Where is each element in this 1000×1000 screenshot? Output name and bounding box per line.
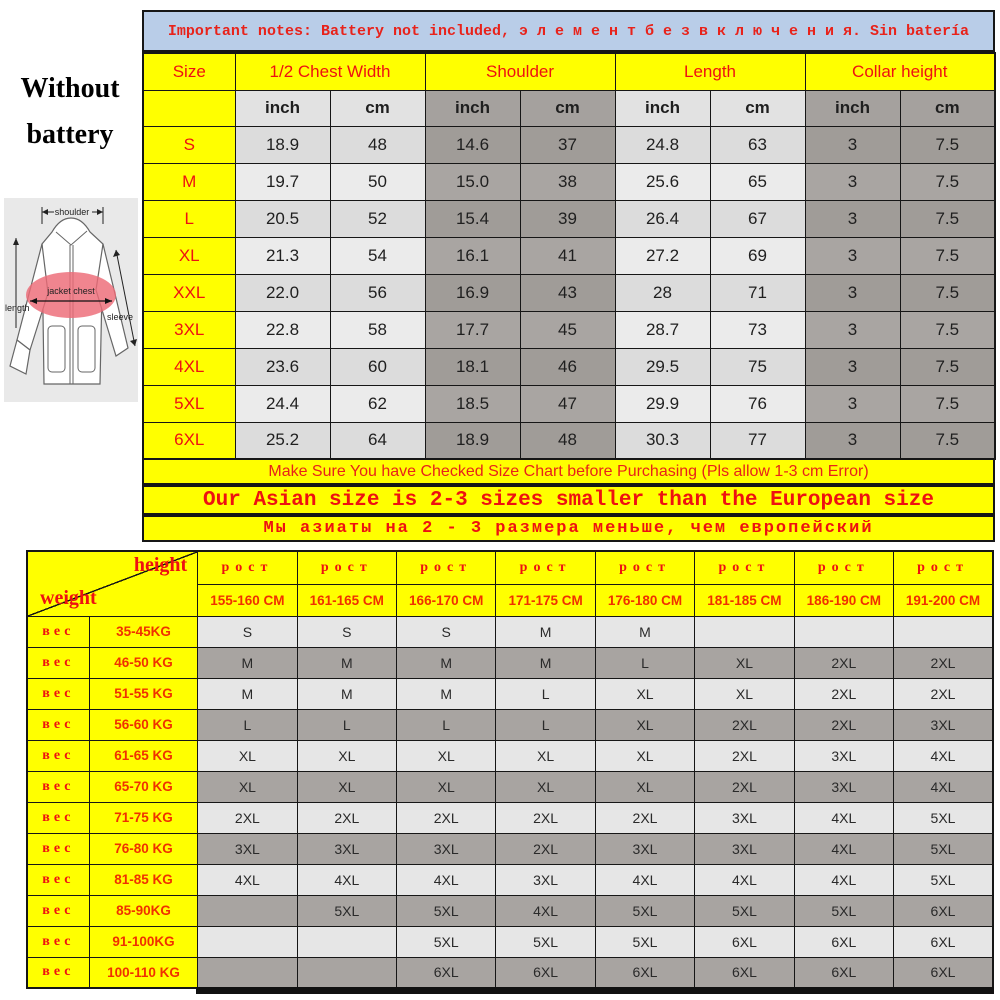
height-range: 155-160 CM bbox=[198, 584, 297, 616]
recommended-size-cell: 4XL bbox=[595, 864, 694, 895]
recommended-size-cell: 2XL bbox=[397, 802, 496, 833]
size-measurement-cell: 26.4 bbox=[615, 200, 710, 237]
size-measurement-cell: 50 bbox=[330, 163, 425, 200]
weight-range-label: 65-70 KG bbox=[89, 771, 197, 802]
recommended-size-cell bbox=[695, 616, 794, 647]
rost-header: рост bbox=[695, 551, 794, 584]
recommended-size-cell: 4XL bbox=[297, 864, 396, 895]
size-measurement-cell: 38 bbox=[520, 163, 615, 200]
recommended-size-cell: 2XL bbox=[695, 709, 794, 740]
size-measurement-cell: 76 bbox=[710, 385, 805, 422]
size-measurement-cell: 22.8 bbox=[235, 311, 330, 348]
size-subheader-blank bbox=[143, 90, 235, 126]
recommended-size-cell: L bbox=[595, 647, 694, 678]
size-measurement-cell: 27.2 bbox=[615, 237, 710, 274]
recommended-size-cell: 6XL bbox=[894, 895, 993, 926]
size-measurement-cell: 19.7 bbox=[235, 163, 330, 200]
size-measurement-cell: 16.9 bbox=[425, 274, 520, 311]
recommended-size-cell: 5XL bbox=[297, 895, 396, 926]
size-measurement-cell: 7.5 bbox=[900, 163, 995, 200]
note-check-size-chart: Make Sure You have Checked Size Chart before Purchasing (Pls allow 1-3 cm Error) bbox=[142, 458, 995, 485]
without-battery-label bbox=[0, 66, 140, 158]
recommended-size-cell bbox=[198, 926, 297, 957]
fit-table-row bbox=[27, 833, 993, 864]
recommended-size-cell: 4XL bbox=[794, 833, 893, 864]
recommended-size-cell: 3XL bbox=[198, 833, 297, 864]
height-weight-fit-table bbox=[26, 550, 994, 989]
size-row-label: S bbox=[143, 126, 235, 163]
rost-header: рост bbox=[198, 551, 297, 584]
size-measurement-cell: 22.0 bbox=[235, 274, 330, 311]
jacket-measurement-diagram bbox=[4, 198, 138, 402]
weight-range-label: 61-65 KG bbox=[89, 740, 197, 771]
recommended-size-cell: XL bbox=[595, 740, 694, 771]
rost-header: рост bbox=[496, 551, 595, 584]
size-measurement-cell: 58 bbox=[330, 311, 425, 348]
weight-range-label: 76-80 KG bbox=[89, 833, 197, 864]
col-header-shoulder: Shoulder bbox=[425, 53, 615, 90]
weight-range-label: 46-50 KG bbox=[89, 647, 197, 678]
size-measurement-cell: 20.5 bbox=[235, 200, 330, 237]
size-measurement-cell: 7.5 bbox=[900, 422, 995, 459]
fit-table-row bbox=[27, 895, 993, 926]
recommended-size-cell bbox=[198, 957, 297, 988]
col-header-chest: 1/2 Chest Width bbox=[235, 53, 425, 90]
size-measurement-cell: 54 bbox=[330, 237, 425, 274]
size-measurements-table bbox=[142, 52, 996, 460]
recommended-size-cell: 2XL bbox=[794, 647, 893, 678]
jacket-chest-label: jacket chest bbox=[47, 286, 95, 296]
unit-inch: inch bbox=[615, 90, 710, 126]
col-header-length: Length bbox=[615, 53, 805, 90]
fit-table-row bbox=[27, 864, 993, 895]
size-measurement-cell: 18.9 bbox=[235, 126, 330, 163]
recommended-size-cell: 3XL bbox=[695, 833, 794, 864]
height-axis-label: height bbox=[133, 554, 188, 576]
recommended-size-cell: XL bbox=[595, 709, 694, 740]
recommended-size-cell: 6XL bbox=[595, 957, 694, 988]
size-measurement-cell: 46 bbox=[520, 348, 615, 385]
size-row-label: 5XL bbox=[143, 385, 235, 422]
recommended-size-cell: M bbox=[397, 678, 496, 709]
recommended-size-cell: M bbox=[496, 647, 595, 678]
size-measurement-cell: 63 bbox=[710, 126, 805, 163]
recommended-size-cell: L bbox=[496, 678, 595, 709]
size-measurement-cell: 7.5 bbox=[900, 311, 995, 348]
ves-row-label: вес bbox=[27, 709, 89, 740]
sleeve-label: sleeve bbox=[107, 312, 134, 322]
size-table-row bbox=[143, 163, 995, 200]
table-bottom-border-bar bbox=[196, 987, 994, 994]
size-measurement-cell: 7.5 bbox=[900, 200, 995, 237]
fit-table-row bbox=[27, 926, 993, 957]
recommended-size-cell: 5XL bbox=[894, 802, 993, 833]
recommended-size-cell: 2XL bbox=[496, 802, 595, 833]
recommended-size-cell: L bbox=[297, 709, 396, 740]
recommended-size-cell: 4XL bbox=[496, 895, 595, 926]
recommended-size-cell: XL bbox=[198, 771, 297, 802]
recommended-size-cell: 5XL bbox=[595, 926, 694, 957]
size-measurement-cell: 73 bbox=[710, 311, 805, 348]
recommended-size-cell: XL bbox=[496, 771, 595, 802]
recommended-size-cell: 6XL bbox=[695, 926, 794, 957]
recommended-size-cell: 2XL bbox=[595, 802, 694, 833]
weight-range-label: 35-45KG bbox=[89, 616, 197, 647]
height-range: 191-200 CM bbox=[894, 584, 993, 616]
size-measurement-cell: 3 bbox=[805, 311, 900, 348]
recommended-size-cell: 2XL bbox=[794, 709, 893, 740]
fit-table-row bbox=[27, 709, 993, 740]
recommended-size-cell: XL bbox=[397, 740, 496, 771]
size-measurement-cell: 48 bbox=[330, 126, 425, 163]
rost-header: рост bbox=[297, 551, 396, 584]
ves-row-label: вес bbox=[27, 771, 89, 802]
size-row-label: 6XL bbox=[143, 422, 235, 459]
recommended-size-cell: 5XL bbox=[695, 895, 794, 926]
recommended-size-cell bbox=[894, 616, 993, 647]
recommended-size-cell: XL bbox=[198, 740, 297, 771]
size-measurement-cell: 3 bbox=[805, 126, 900, 163]
size-measurement-cell: 14.6 bbox=[425, 126, 520, 163]
weight-range-label: 85-90KG bbox=[89, 895, 197, 926]
recommended-size-cell: 5XL bbox=[397, 895, 496, 926]
height-range: 161-165 CM bbox=[297, 584, 396, 616]
rost-header: рост bbox=[397, 551, 496, 584]
size-measurement-cell: 29.9 bbox=[615, 385, 710, 422]
size-row-label: L bbox=[143, 200, 235, 237]
recommended-size-cell: 6XL bbox=[695, 957, 794, 988]
size-measurement-cell: 52 bbox=[330, 200, 425, 237]
size-measurement-cell: 45 bbox=[520, 311, 615, 348]
recommended-size-cell: S bbox=[297, 616, 396, 647]
fit-table-row bbox=[27, 802, 993, 833]
fit-table-row bbox=[27, 616, 993, 647]
height-weight-corner-cell bbox=[27, 551, 198, 616]
size-measurement-cell: 17.7 bbox=[425, 311, 520, 348]
recommended-size-cell: M bbox=[198, 647, 297, 678]
height-range: 181-185 CM bbox=[695, 584, 794, 616]
ves-row-label: вес bbox=[27, 957, 89, 988]
recommended-size-cell: 4XL bbox=[794, 802, 893, 833]
size-measurement-cell: 71 bbox=[710, 274, 805, 311]
recommended-size-cell: 5XL bbox=[496, 926, 595, 957]
size-measurement-cell: 67 bbox=[710, 200, 805, 237]
col-header-collar: Collar height bbox=[805, 53, 995, 90]
fit-table-row bbox=[27, 771, 993, 802]
recommended-size-cell: 2XL bbox=[496, 833, 595, 864]
recommended-size-cell: 4XL bbox=[397, 864, 496, 895]
recommended-size-cell: 4XL bbox=[894, 740, 993, 771]
ves-row-label: вес bbox=[27, 864, 89, 895]
size-measurement-cell: 7.5 bbox=[900, 348, 995, 385]
fit-table-row bbox=[27, 678, 993, 709]
weight-range-label: 51-55 KG bbox=[89, 678, 197, 709]
size-measurement-cell: 28.7 bbox=[615, 311, 710, 348]
height-range: 171-175 CM bbox=[496, 584, 595, 616]
recommended-size-cell: XL bbox=[595, 678, 694, 709]
recommended-size-cell: S bbox=[397, 616, 496, 647]
size-measurement-cell: 16.1 bbox=[425, 237, 520, 274]
size-measurement-cell: 64 bbox=[330, 422, 425, 459]
size-table-row bbox=[143, 348, 995, 385]
fit-table-row bbox=[27, 740, 993, 771]
note-asian-size-ru: Мы азиаты на 2 - 3 размера меньше, чем европейский bbox=[142, 515, 995, 542]
weight-range-label: 91-100KG bbox=[89, 926, 197, 957]
weight-range-label: 71-75 KG bbox=[89, 802, 197, 833]
unit-cm: cm bbox=[710, 90, 805, 126]
size-row-label: XL bbox=[143, 237, 235, 274]
size-measurement-cell: 21.3 bbox=[235, 237, 330, 274]
note-asian-size-en: Our Asian size is 2-3 sizes smaller than the European size bbox=[142, 485, 995, 515]
size-table-row bbox=[143, 385, 995, 422]
size-measurement-cell: 23.6 bbox=[235, 348, 330, 385]
recommended-size-cell: 2XL bbox=[894, 647, 993, 678]
size-measurement-cell: 69 bbox=[710, 237, 805, 274]
size-measurement-cell: 47 bbox=[520, 385, 615, 422]
recommended-size-cell: 3XL bbox=[297, 833, 396, 864]
unit-cm: cm bbox=[520, 90, 615, 126]
size-measurement-cell: 3 bbox=[805, 163, 900, 200]
ves-row-label: вес bbox=[27, 895, 89, 926]
size-measurement-cell: 7.5 bbox=[900, 274, 995, 311]
unit-inch: inch bbox=[805, 90, 900, 126]
size-table-row bbox=[143, 274, 995, 311]
size-measurement-cell: 18.1 bbox=[425, 348, 520, 385]
recommended-size-cell: 3XL bbox=[496, 864, 595, 895]
recommended-size-cell: 2XL bbox=[198, 802, 297, 833]
size-measurement-cell: 41 bbox=[520, 237, 615, 274]
recommended-size-cell: XL bbox=[397, 771, 496, 802]
recommended-size-cell: 3XL bbox=[695, 802, 794, 833]
size-measurement-cell: 18.5 bbox=[425, 385, 520, 422]
size-row-label: XXL bbox=[143, 274, 235, 311]
size-measurement-cell: 62 bbox=[330, 385, 425, 422]
size-measurement-cell: 48 bbox=[520, 422, 615, 459]
recommended-size-cell: XL bbox=[297, 740, 396, 771]
recommended-size-cell: 6XL bbox=[894, 926, 993, 957]
size-measurement-cell: 75 bbox=[710, 348, 805, 385]
length-label: length bbox=[5, 303, 30, 313]
size-table-row bbox=[143, 311, 995, 348]
recommended-size-cell: 5XL bbox=[894, 864, 993, 895]
recommended-size-cell: L bbox=[198, 709, 297, 740]
recommended-size-cell: 6XL bbox=[894, 957, 993, 988]
recommended-size-cell: 4XL bbox=[695, 864, 794, 895]
recommended-size-cell: XL bbox=[695, 647, 794, 678]
rost-header: рост bbox=[794, 551, 893, 584]
size-measurement-cell: 3 bbox=[805, 348, 900, 385]
recommended-size-cell: XL bbox=[297, 771, 396, 802]
unit-inch: inch bbox=[235, 90, 330, 126]
ves-row-label: вес bbox=[27, 802, 89, 833]
rost-header: рост bbox=[894, 551, 993, 584]
recommended-size-cell: 6XL bbox=[397, 957, 496, 988]
fit-table-row bbox=[27, 647, 993, 678]
size-measurement-cell: 3 bbox=[805, 200, 900, 237]
ves-row-label: вес bbox=[27, 740, 89, 771]
recommended-size-cell bbox=[297, 957, 396, 988]
recommended-size-cell: 6XL bbox=[794, 957, 893, 988]
size-row-label: M bbox=[143, 163, 235, 200]
size-measurement-cell: 30.3 bbox=[615, 422, 710, 459]
size-measurement-cell: 43 bbox=[520, 274, 615, 311]
recommended-size-cell: 6XL bbox=[496, 957, 595, 988]
size-measurement-cell: 29.5 bbox=[615, 348, 710, 385]
unit-cm: cm bbox=[900, 90, 995, 126]
size-measurement-cell: 3 bbox=[805, 422, 900, 459]
size-measurement-cell: 77 bbox=[710, 422, 805, 459]
recommended-size-cell: M bbox=[397, 647, 496, 678]
recommended-size-cell: XL bbox=[595, 771, 694, 802]
without-battery-line1: Without bbox=[20, 73, 120, 104]
height-range: 186-190 CM bbox=[794, 584, 893, 616]
size-measurement-cell: 7.5 bbox=[900, 126, 995, 163]
size-table-row bbox=[143, 422, 995, 459]
recommended-size-cell: 2XL bbox=[297, 802, 396, 833]
fit-table-row bbox=[27, 957, 993, 988]
recommended-size-cell: 5XL bbox=[595, 895, 694, 926]
size-measurement-cell: 25.2 bbox=[235, 422, 330, 459]
recommended-size-cell: 2XL bbox=[794, 678, 893, 709]
ves-row-label: вес bbox=[27, 647, 89, 678]
size-measurement-cell: 28 bbox=[615, 274, 710, 311]
recommended-size-cell: 5XL bbox=[794, 895, 893, 926]
jacket-diagram-svg bbox=[4, 198, 138, 402]
size-measurement-cell: 3 bbox=[805, 237, 900, 274]
height-range: 176-180 CM bbox=[595, 584, 694, 616]
without-battery-line2: battery bbox=[26, 119, 114, 150]
size-measurement-cell: 15.0 bbox=[425, 163, 520, 200]
recommended-size-cell bbox=[198, 895, 297, 926]
recommended-size-cell: XL bbox=[496, 740, 595, 771]
recommended-size-cell: L bbox=[397, 709, 496, 740]
size-measurement-cell: 25.6 bbox=[615, 163, 710, 200]
recommended-size-cell: M bbox=[198, 678, 297, 709]
size-measurement-cell: 65 bbox=[710, 163, 805, 200]
size-measurement-cell: 24.8 bbox=[615, 126, 710, 163]
recommended-size-cell: M bbox=[496, 616, 595, 647]
recommended-size-cell: 2XL bbox=[695, 771, 794, 802]
size-row-label: 3XL bbox=[143, 311, 235, 348]
recommended-size-cell: 5XL bbox=[894, 833, 993, 864]
size-measurement-cell: 39 bbox=[520, 200, 615, 237]
recommended-size-cell: 3XL bbox=[794, 771, 893, 802]
rost-header: рост bbox=[595, 551, 694, 584]
weight-range-label: 56-60 KG bbox=[89, 709, 197, 740]
recommended-size-cell: M bbox=[595, 616, 694, 647]
size-table-row bbox=[143, 237, 995, 274]
size-table-row bbox=[143, 200, 995, 237]
size-measurement-cell: 56 bbox=[330, 274, 425, 311]
col-header-size: Size bbox=[143, 53, 235, 90]
recommended-size-cell: 3XL bbox=[894, 709, 993, 740]
recommended-size-cell: 4XL bbox=[794, 864, 893, 895]
size-measurement-cell: 60 bbox=[330, 348, 425, 385]
size-measurement-cell: 7.5 bbox=[900, 237, 995, 274]
recommended-size-cell: 2XL bbox=[695, 740, 794, 771]
weight-range-label: 81-85 KG bbox=[89, 864, 197, 895]
ves-row-label: вес bbox=[27, 616, 89, 647]
size-table-row bbox=[143, 126, 995, 163]
unit-cm: cm bbox=[330, 90, 425, 126]
ves-row-label: вес bbox=[27, 678, 89, 709]
ves-row-label: вес bbox=[27, 833, 89, 864]
recommended-size-cell bbox=[297, 926, 396, 957]
size-measurement-cell: 3 bbox=[805, 385, 900, 422]
recommended-size-cell: L bbox=[496, 709, 595, 740]
recommended-size-cell: 3XL bbox=[595, 833, 694, 864]
recommended-size-cell: S bbox=[198, 616, 297, 647]
recommended-size-cell: 2XL bbox=[894, 678, 993, 709]
height-range: 166-170 CM bbox=[397, 584, 496, 616]
weight-range-label: 100-110 KG bbox=[89, 957, 197, 988]
size-row-label: 4XL bbox=[143, 348, 235, 385]
size-measurement-cell: 7.5 bbox=[900, 385, 995, 422]
ves-row-label: вес bbox=[27, 926, 89, 957]
size-measurement-cell: 37 bbox=[520, 126, 615, 163]
recommended-size-cell: 3XL bbox=[397, 833, 496, 864]
recommended-size-cell bbox=[794, 616, 893, 647]
size-measurement-cell: 24.4 bbox=[235, 385, 330, 422]
recommended-size-cell: M bbox=[297, 678, 396, 709]
size-measurement-cell: 18.9 bbox=[425, 422, 520, 459]
size-measurement-cell: 3 bbox=[805, 274, 900, 311]
recommended-size-cell: 3XL bbox=[794, 740, 893, 771]
shoulder-label: shoulder bbox=[54, 207, 90, 217]
recommended-size-cell: 6XL bbox=[794, 926, 893, 957]
weight-axis-label: weight bbox=[40, 586, 97, 609]
recommended-size-cell: M bbox=[297, 647, 396, 678]
size-measurement-cell: 15.4 bbox=[425, 200, 520, 237]
recommended-size-cell: 5XL bbox=[397, 926, 496, 957]
recommended-size-cell: 4XL bbox=[894, 771, 993, 802]
unit-inch: inch bbox=[425, 90, 520, 126]
recommended-size-cell: XL bbox=[695, 678, 794, 709]
important-notes-banner: Important notes: Battery not included, э л е м е н т б е з в к л ю ч е н и я. Sin batería bbox=[142, 10, 995, 52]
recommended-size-cell: 4XL bbox=[198, 864, 297, 895]
